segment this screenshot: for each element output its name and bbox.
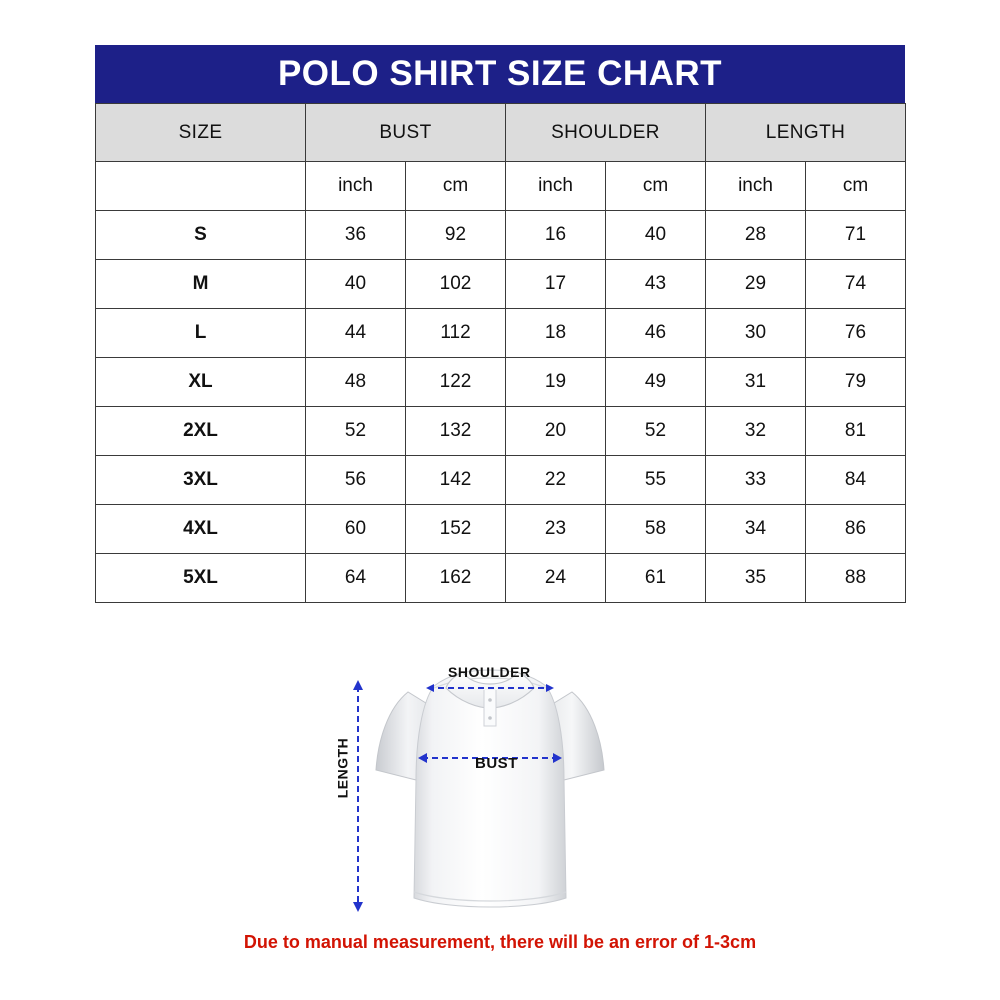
column-header-shoulder: SHOULDER [506,104,706,162]
cell-size: L [96,309,306,358]
cell-bust-cm: 112 [406,309,506,358]
table-row [96,505,906,554]
cell-shoulder-inch: 23 [506,505,606,554]
measurement-note: Due to manual measurement, there will be an error of 1-3cm [243,932,757,952]
cell-shoulder-inch: 17 [506,260,606,309]
cell-length-inch: 34 [706,505,806,554]
cell-shoulder-cm: 40 [606,211,706,260]
cell-bust-inch: 44 [306,309,406,358]
cell-size: 2XL [96,407,306,456]
cell-bust-cm: 132 [406,407,506,456]
cell-shoulder-inch: 20 [506,407,606,456]
cell-shoulder-inch: 19 [506,358,606,407]
table-unit-row [96,162,906,211]
cell-length-inch: 32 [706,407,806,456]
cell-length-cm: 88 [806,554,906,603]
cell-length-cm: 71 [806,211,906,260]
cell-size: 3XL [96,456,306,505]
cell-size: 4XL [96,505,306,554]
cell-shoulder-cm: 55 [606,456,706,505]
unit-cell-shoulder-inch: inch [506,162,606,211]
column-header-bust: BUST [306,104,506,162]
table-row [96,309,906,358]
table-row [96,456,906,505]
cell-length-cm: 86 [806,505,906,554]
unit-cell-bust-inch: inch [306,162,406,211]
cell-bust-inch: 36 [306,211,406,260]
cell-shoulder-cm: 46 [606,309,706,358]
cell-length-cm: 81 [806,407,906,456]
cell-size: XL [96,358,306,407]
cell-length-inch: 29 [706,260,806,309]
table-row [96,407,906,456]
column-header-length: LENGTH [706,104,906,162]
cell-size: M [96,260,306,309]
cell-length-cm: 79 [806,358,906,407]
cell-bust-cm: 92 [406,211,506,260]
cell-length-inch: 31 [706,358,806,407]
table-header-row [96,104,906,162]
cell-shoulder-cm: 49 [606,358,706,407]
cell-length-cm: 76 [806,309,906,358]
cell-bust-cm: 122 [406,358,506,407]
cell-bust-inch: 40 [306,260,406,309]
cell-bust-cm: 152 [406,505,506,554]
unit-cell-length-inch: inch [706,162,806,211]
cell-bust-cm: 142 [406,456,506,505]
size-chart-container [95,45,905,603]
cell-length-inch: 28 [706,211,806,260]
unit-cell-blank [96,162,306,211]
cell-length-inch: 33 [706,456,806,505]
cell-shoulder-cm: 58 [606,505,706,554]
cell-length-inch: 35 [706,554,806,603]
measurement-diagram [330,630,690,920]
cell-shoulder-inch: 18 [506,309,606,358]
cell-bust-inch: 64 [306,554,406,603]
cell-shoulder-cm: 61 [606,554,706,603]
cell-shoulder-cm: 43 [606,260,706,309]
cell-bust-inch: 56 [306,456,406,505]
page-title: POLO SHIRT SIZE CHART [95,45,905,103]
cell-bust-inch: 48 [306,358,406,407]
size-chart-table [95,103,906,603]
cell-shoulder-inch: 24 [506,554,606,603]
cell-shoulder-cm: 52 [606,407,706,456]
table-row [96,211,906,260]
cell-size: 5XL [96,554,306,603]
cell-bust-cm: 162 [406,554,506,603]
label-shoulder: SHOULDER [448,664,531,680]
cell-length-inch: 30 [706,309,806,358]
cell-shoulder-inch: 16 [506,211,606,260]
label-length: LENGTH [334,737,351,799]
table-row [96,358,906,407]
cell-shoulder-inch: 22 [506,456,606,505]
cell-length-cm: 74 [806,260,906,309]
cell-bust-cm: 102 [406,260,506,309]
unit-cell-shoulder-cm: cm [606,162,706,211]
cell-length-cm: 84 [806,456,906,505]
unit-cell-bust-cm: cm [406,162,506,211]
label-bust: BUST [475,755,518,772]
unit-cell-length-cm: cm [806,162,906,211]
table-row [96,554,906,603]
column-header-size: SIZE [96,104,306,162]
cell-bust-inch: 52 [306,407,406,456]
cell-bust-inch: 60 [306,505,406,554]
cell-size: S [96,211,306,260]
table-row [96,260,906,309]
